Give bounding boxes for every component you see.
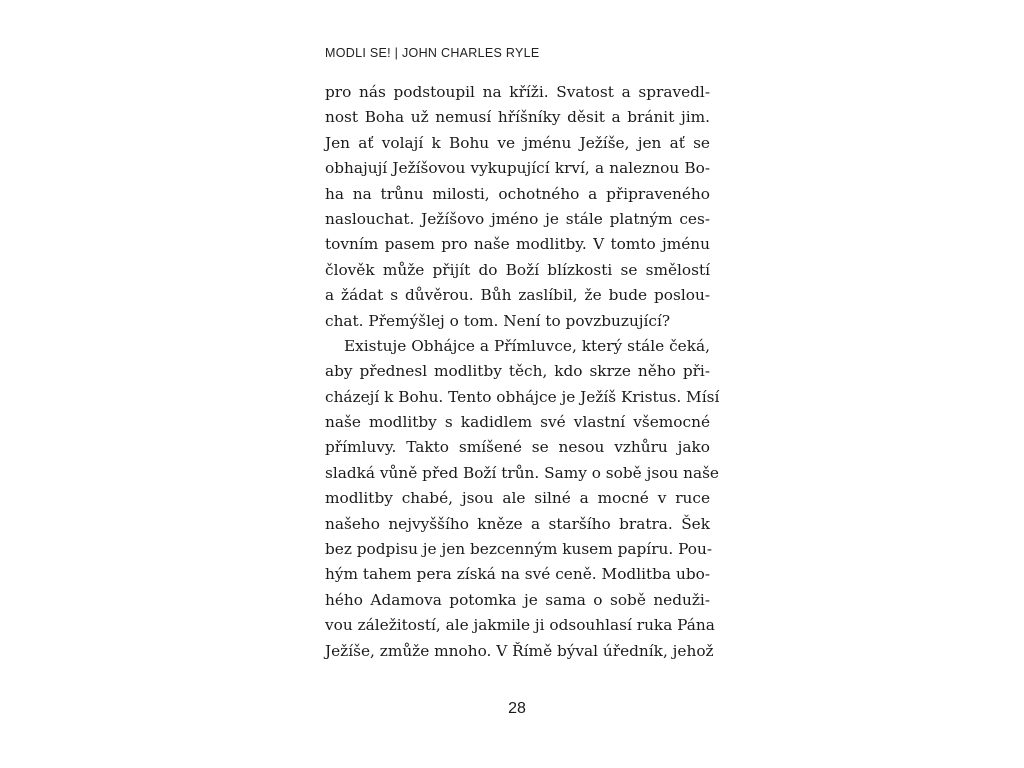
text-line: našeho nejvyššího kněze a staršího bratra. Šek: [325, 514, 710, 533]
text-line: člověk může přijít do Boží blízkosti se smělostí: [325, 260, 710, 279]
text-line: naslouchat. Ježíšovo jméno je stále platným ces-: [325, 209, 710, 228]
text-line: Jen ať volají k Bohu ve jménu Ježíše, jen ať se: [325, 133, 710, 152]
text-line: přímluvy. Takto smíšené se nesou vzhůru jako: [325, 438, 710, 457]
page-number: 28: [508, 700, 526, 717]
text-line: obhajují Ježíšovou vykupující krví, a naleznou Bo-: [325, 159, 710, 178]
text-line: hým tahem pera získá na své ceně. Modlitba ubo-: [325, 565, 710, 584]
text-line: nost Boha už nemusí hříšníky děsit a bránit jim.: [325, 108, 710, 127]
text-line: naše modlitby s kadidlem své vlastní všemocné: [325, 413, 710, 432]
text-line: cházejí k Bohu. Tento obhájce je Ježíš Kristus. Mísí: [325, 387, 720, 406]
text-line: Existuje Obhájce a Přímluvce, který stále čeká,: [344, 336, 710, 355]
running-header: MODLI SE! | JOHN CHARLES RYLE: [325, 46, 540, 60]
text-line: aby přednesl modlitby těch, kdo skrze něho při-: [325, 362, 710, 381]
text-line: pro nás podstoupil na kříži. Svatost a spravedl-: [325, 83, 710, 101]
text-line: tovním pasem pro naše modlitby. V tomto jménu: [325, 235, 710, 254]
text-line: modlitby chabé, jsou ale silné a mocné v ruce: [325, 489, 710, 508]
text-line: chat. Přemýšlej o tom. Není to povzbuzující?: [325, 311, 671, 330]
text-line: Ježíše, zmůže mnoho. V Římě býval úředník, jehož: [325, 641, 714, 660]
text-line: a žádat s důvěrou. Bůh zaslíbil, že bude poslou-: [325, 286, 710, 305]
text-line: ha na trůnu milosti, ochotného a připraveného: [325, 184, 710, 203]
text-line: vou záležitostí, ale jakmile ji odsouhlasí ruka Pána: [325, 616, 715, 635]
text-line: bez podpisu je jen bezcenným kusem papíru. Pou-: [325, 540, 712, 559]
text-line: hého Adamova potomka je sama o sobě neduži-: [325, 590, 710, 609]
text-line: sladká vůně před Boží trůn. Samy o sobě jsou naše: [325, 463, 719, 482]
body-text: [325, 80, 720, 664]
